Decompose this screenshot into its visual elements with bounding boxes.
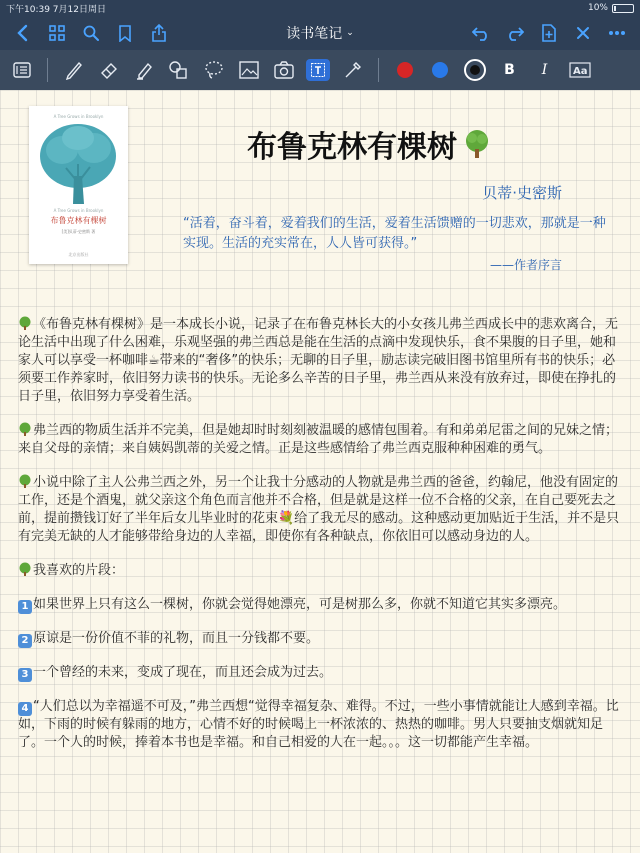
battery-level (614, 6, 616, 11)
highlighter-icon (134, 60, 154, 80)
undo-button[interactable] (464, 18, 498, 48)
paragraph-text: 我喜欢的片段： (33, 563, 125, 578)
note-page[interactable] (0, 90, 640, 853)
black-swatch (470, 65, 480, 75)
note-title (140, 122, 600, 166)
red-swatch (397, 62, 413, 78)
cover-author: [美]贝蒂·史密斯 著 (61, 229, 96, 234)
text-format-icon (569, 62, 591, 78)
bookmark-button[interactable] (108, 18, 142, 48)
toolbar-divider (47, 58, 48, 82)
italic-button[interactable] (527, 53, 562, 87)
document-title-menu[interactable] (286, 23, 354, 43)
search-icon (83, 25, 99, 41)
camera-tool[interactable] (266, 53, 301, 87)
pen-icon (64, 60, 84, 80)
document-title: 读书笔记 (286, 26, 343, 42)
excerpt-item (18, 596, 624, 614)
blue-swatch (432, 62, 448, 78)
camera-icon (274, 61, 294, 79)
paragraph-text: 弗兰西的物质生活并不完美，但是她却时时刻刻被温暖的感情包围着。有和弟弟尼雷之间的兄妹之情；来自父母的亲情；来自姨妈凯蒂的关爱之情。正是这些感情给了弗兰西克服种种困难的勇气。 (18, 423, 619, 456)
paragraph (18, 474, 624, 546)
excerpt-text: 如果世界上只有这么一棵树，你就会觉得她漂亮，可是树那么多，你就不知道它其实多漂亮。 (33, 597, 567, 612)
lasso-icon (204, 60, 224, 80)
nav-right-group (464, 18, 640, 48)
share-button[interactable] (142, 18, 176, 48)
paragraph (18, 562, 624, 580)
shapes-icon (168, 60, 190, 80)
chevron-left-icon (16, 24, 30, 42)
excerpt-text: 一个曾经的未来，变成了现在，而且还会成为过去。 (33, 665, 333, 680)
color-blue[interactable] (422, 53, 457, 87)
paragraph (18, 316, 624, 406)
laser-pointer-icon (343, 60, 363, 80)
back-button[interactable] (6, 18, 40, 48)
text-format-button[interactable] (562, 53, 597, 87)
navigation-bar (0, 16, 640, 50)
toolbar-divider (378, 58, 379, 82)
tree-emoji-icon (18, 422, 32, 436)
bookmark-icon (118, 25, 132, 42)
text-box-icon (311, 63, 325, 77)
quote-source: ——作者序言 (489, 258, 562, 272)
tree-emoji-icon (18, 316, 32, 330)
image-tool[interactable] (231, 53, 266, 87)
thumbnails-button[interactable] (40, 18, 74, 48)
more-button[interactable] (600, 18, 634, 48)
share-icon (151, 24, 167, 42)
status-bar (0, 0, 640, 16)
bold-button[interactable] (492, 53, 527, 87)
add-page-icon (541, 24, 557, 42)
cover-publisher: 北京出版社 (68, 252, 89, 257)
more-icon (608, 30, 626, 36)
svg-text:Aa: Aa (572, 66, 587, 77)
excerpt-item (18, 664, 624, 682)
color-red[interactable] (387, 53, 422, 87)
author-quote: “活着，奋斗着，爱着我们的生活，爱着生活馈赠的一切悲欢，那就是一种实现。生活的充实常在，人人皆可获得。” (183, 216, 606, 251)
excerpt-text: 原谅是一份价值不菲的礼物，而且一分钱都不要。 (33, 631, 320, 646)
laser-pointer-tool[interactable] (335, 53, 370, 87)
eraser-tool[interactable] (91, 53, 126, 87)
tool-bar (0, 50, 640, 90)
text-tool[interactable] (306, 59, 330, 81)
pen-tool[interactable] (56, 53, 91, 87)
excerpt-item (18, 698, 624, 752)
tree-emoji-icon (18, 474, 32, 488)
cover-english-title: A Tree Grows in Brooklyn (53, 208, 104, 213)
grid-icon (49, 25, 65, 41)
book-cover-image[interactable] (29, 106, 128, 264)
read-mode-button[interactable] (4, 53, 39, 87)
tree-emoji-icon (18, 562, 32, 576)
paragraph-text: 小说中除了主人公弗兰西之外，另一个让我十分感动的人物就是弗兰西的爸爸，约翰尼，他没有固定的工作，还是个酒鬼，就父亲这个角色而言他并不合格，但是就是这样一位不合格的父亲，在自己要死去之前，提前攒钱订好了半年后女儿毕业时的花束💐给了我无尽的感动。这种感动更加贴近于生活，并不是只有完美无缺的人才能够带给身边的人幸福，即使你有各种缺点，你依旧可以感动身边的人。 (18, 475, 620, 544)
add-page-button[interactable] (532, 18, 566, 48)
number-badge-icon: 1 (18, 600, 32, 614)
chevron-down-icon: ⌄ (346, 28, 354, 38)
cover-top-text: A Tree Grows in Brooklyn (53, 114, 104, 119)
battery-percent: 10% (587, 3, 608, 13)
black-swatch-selected (464, 59, 486, 81)
read-mode-icon (13, 62, 31, 78)
color-black[interactable] (457, 53, 492, 87)
redo-icon (506, 25, 524, 41)
close-icon (576, 26, 590, 40)
tree-emoji-icon (461, 128, 493, 160)
status-right (588, 3, 634, 13)
note-title-text: 布鲁克林有棵树 (247, 130, 457, 165)
eraser-icon (99, 60, 119, 80)
note-author: 贝蒂·史密斯 (482, 184, 562, 202)
note-body[interactable] (18, 316, 624, 768)
number-badge-icon: 4 (18, 702, 32, 716)
italic-label: I (541, 62, 548, 78)
close-button[interactable] (566, 18, 600, 48)
number-badge-icon: 2 (18, 634, 32, 648)
number-badge-icon: 3 (18, 668, 32, 682)
paragraph-text: 《布鲁克林有棵树》是一本成长小说，记录了在布鲁克林长大的小女孩儿弗兰西成长中的悲欢离合，无论生活中出现了什么困难，乐观坚强的弗兰西总是能在生活的点滴中发现快乐，食不果腹的日子里，她和家人可以享受一杯咖啡☕带来的“奢侈”的快乐；无聊的日子里，励志读完破旧图书馆里所有书的快乐；必须要工作养家时，依旧努力读书的快乐。无论多么辛苦的日子里，弗兰西从来没有放弃过，即使在挣扎的日子里，依旧努力享受着生活。 (18, 317, 619, 404)
search-button[interactable] (74, 18, 108, 48)
shapes-tool[interactable] (161, 53, 196, 87)
excerpt-item (18, 630, 624, 648)
image-icon (239, 61, 259, 79)
excerpt-text: “人们总以为幸福遥不可及，”弗兰西想“觉得幸福复杂、难得。不过，一些小事情就能让人感到幸福。比如，下雨的时候有躲雨的地方，心情不好的时候喝上一杯浓浓的、热热的咖啡。男人只要抽支烟就知足了。一个人的时候，捧着本书也是幸福。和自己相爱的人在一起。。。这一切都能产生幸福。 (18, 699, 619, 750)
bold-label: B (504, 62, 515, 78)
status-time-date: 下午10:39 7月12日周日 (6, 4, 106, 15)
lasso-tool[interactable] (196, 53, 231, 87)
battery-icon (612, 4, 634, 13)
highlighter-tool[interactable] (126, 53, 161, 87)
cover-title: 布鲁克林有棵树 (50, 216, 107, 225)
undo-icon (472, 25, 490, 41)
paragraph (18, 422, 624, 458)
redo-button[interactable] (498, 18, 532, 48)
tree-illustration (36, 120, 121, 208)
nav-left-group (0, 18, 176, 48)
